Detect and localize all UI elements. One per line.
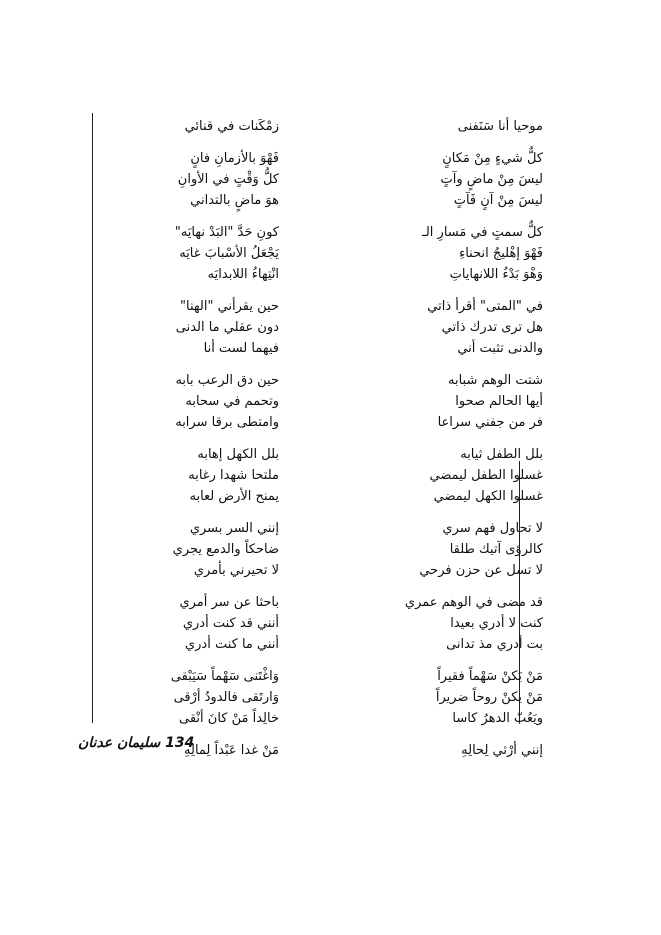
- verse-line: فر من جفني سراعا: [437, 415, 543, 430]
- verse-line: وَاغْتَنى سَهْماً سَيَبْقى: [170, 669, 279, 684]
- verse-line: كونِ حَدَّ "البَدْ نهايَه": [174, 225, 279, 240]
- stanza: [59, 518, 279, 581]
- verse-line: باحثا عن سر أمري: [179, 595, 279, 610]
- verse-line: كلٌّ سمتٍ في مَسارِ الـ: [422, 225, 543, 240]
- stanza: [313, 666, 543, 729]
- verse-line: قد مضى في الوهم عمري: [404, 595, 543, 610]
- verse-line: وتحمم في سحابه: [185, 394, 279, 409]
- stanza: [59, 444, 279, 507]
- stanza: [313, 296, 543, 359]
- verse-line: فَهْوَ إهْليجُ انحناءِ: [459, 246, 543, 261]
- verse-line: أنني ما كنت أدري: [184, 637, 279, 652]
- stanza: [59, 666, 279, 729]
- stanza: [59, 116, 279, 137]
- verse-line: بلل الكهل إهابه: [197, 447, 279, 462]
- verse-line: ليسَ مِنْ آنٍ فَآتٍ: [453, 193, 543, 208]
- verse-line: حين يقرأني "الهنا": [180, 299, 279, 314]
- verse-line: كلُّ وَقْتٍ في الأوانِ: [177, 172, 279, 187]
- verse-line: فَهْوَ بالأزمانِ فانٍ: [190, 151, 279, 166]
- verse-line: انْتِهاءُ اللابدايَه: [207, 267, 279, 282]
- stanza: [313, 370, 543, 433]
- verse-line: بت أدري مذ تدانى: [446, 637, 543, 652]
- verse-line: مَنْ يكنْ روحاً ضريراً: [435, 690, 543, 705]
- verse-line: دون عقلي ما الدنى: [175, 320, 279, 335]
- verse-line: غسلوا الطفل ليمضي: [429, 468, 543, 483]
- stanza: [59, 592, 279, 655]
- verse-line: كلٌّ شيءٍ مِنْ مَكانٍ: [442, 151, 543, 166]
- verse-line: هل ترى تدرك ذاتي: [441, 320, 543, 335]
- page-number: 134: [165, 735, 195, 751]
- stanza: [59, 148, 279, 211]
- verse-line: مَنْ يَكنْ سَهْماً فقيراً: [437, 669, 543, 684]
- verse-line: إنني أرْثي لِحالِهِ: [461, 743, 543, 758]
- verse-line: ملتحا شهدا رغابه: [188, 468, 279, 483]
- poem-column-right: [313, 116, 543, 772]
- verse-line: إنني السر بسري: [189, 521, 279, 536]
- verse-line: لا تحاول فهم سري: [442, 521, 543, 536]
- poem-column-left: [59, 116, 279, 772]
- stanza: [313, 592, 543, 655]
- verse-line: أنني قد كنت أدري: [182, 616, 279, 631]
- stanza: [313, 444, 543, 507]
- verse-line: وامتطى برقا سرابه: [175, 415, 279, 430]
- verse-line: لا تسل عن حزن فرحي: [419, 563, 543, 578]
- verse-line: بلل الطفل ثيابه: [460, 447, 543, 462]
- verse-line: غسلوا الكهل ليمضي: [433, 489, 543, 504]
- stanza: [313, 740, 543, 761]
- verse-line: ليسَ مِنْ ماضٍ وآتٍ: [440, 172, 543, 187]
- stanza: [313, 518, 543, 581]
- verse-line: فيهما لست أنا: [203, 341, 279, 356]
- verse-line: مَنْ غدا عَبْداً لِمالِهِ: [184, 743, 279, 758]
- verse-line: ويَعُبّ الدهرُ كاسا: [452, 711, 543, 726]
- verse-line: يمنح الأرض لعابه: [189, 489, 279, 504]
- verse-line: كالرؤى آتيك طلقا: [449, 542, 543, 557]
- verse-line: خالِداً مَنْ كانَ أنْقى: [179, 711, 279, 726]
- stanza: [59, 296, 279, 359]
- stanza: [313, 148, 543, 211]
- verse-line: وَارتَقى فالدودُ أرْقى: [173, 690, 279, 705]
- verse-line: أيها الحالم صحوا: [455, 394, 543, 409]
- stanza: [59, 222, 279, 285]
- verse-line: وَهْوَ بَدْءُ اللانهاياتِ: [449, 267, 543, 282]
- verse-line: هوَ ماضٍ بالتداني: [190, 193, 279, 208]
- verse-line: حين دق الرعب بابه: [175, 373, 279, 388]
- verse-line: شتت الوهم شبابه: [447, 373, 543, 388]
- verse-line: في "المتى" أقرأ ذاتي: [427, 299, 543, 314]
- verse-line: والدنى تثبت أني: [457, 341, 543, 356]
- page-footer: [78, 735, 194, 751]
- verse-line: زمْكَنات في قنائي: [184, 119, 279, 134]
- stanza: [313, 116, 543, 137]
- verse-line: كنت لا أدري بعيدا: [450, 616, 543, 631]
- footer-author: سليمان عدنان: [78, 735, 161, 751]
- verse-line: لا تحيرني بأمري: [193, 563, 279, 578]
- verse-line: يَجْعَلُ الأسْبابَ غايَه: [179, 246, 279, 261]
- stanza: [59, 370, 279, 433]
- verse-line: ضاحكاً والدمع يجري: [172, 542, 279, 557]
- stanza: [313, 222, 543, 285]
- verse-line: موحيا أنا سَنَفنى: [457, 119, 543, 134]
